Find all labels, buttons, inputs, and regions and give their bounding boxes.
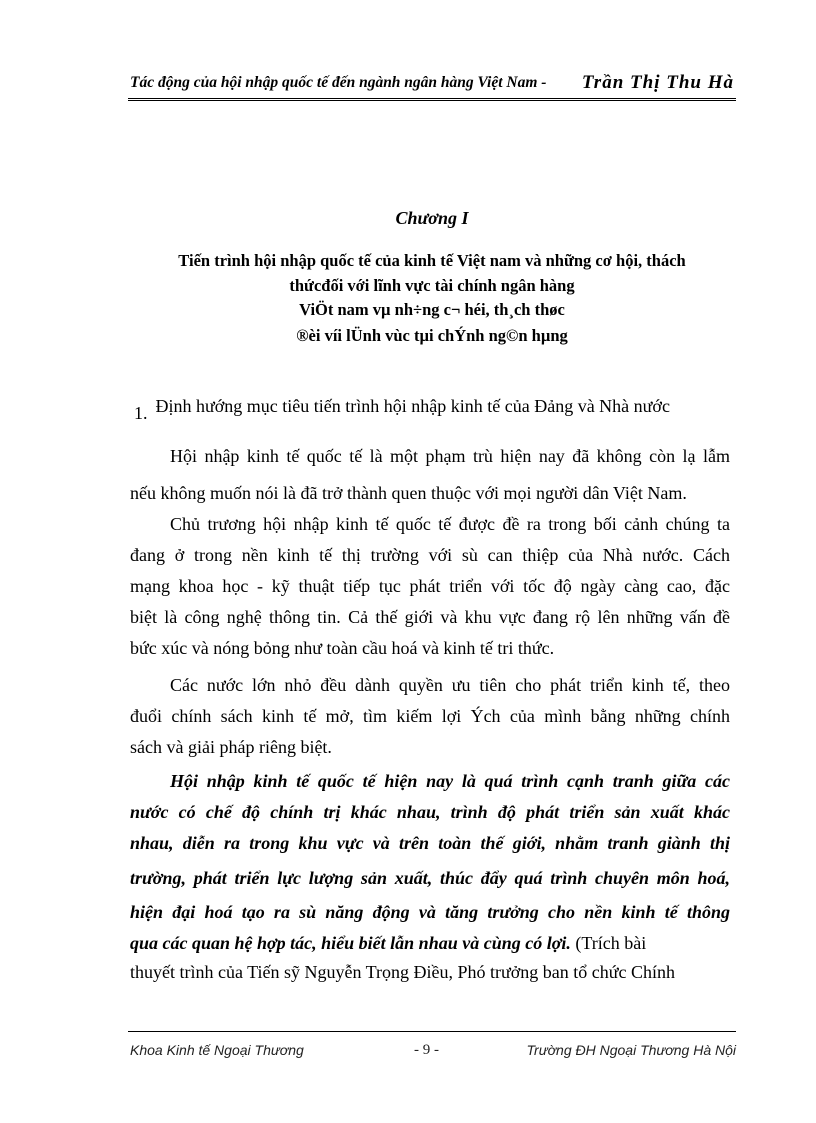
paragraph-line: Chủ trương hội nhập kinh tế quốc tế được đề ra trong bối cảnh chúng ta (170, 514, 730, 534)
quote-line: hiện đại hoá tạo ra sù năng động và tăng trưởng cho nền kinh tế thông (130, 902, 730, 922)
footer-university: Trường ĐH Ngoại Thương Hà Nội (526, 1042, 736, 1058)
paragraph-line: thuyết trình của Tiến sỹ Nguyễn Trọng Điều, Phó trưởng ban tổ chức Chính (130, 962, 676, 982)
paragraph-line: mạng khoa học - kỹ thuật tiếp tục phát triển với tốc độ ngày càng cao, đặc (130, 576, 730, 596)
paragraph-line: bức xúc và nóng bỏng như toàn cầu hoá và kinh tế tri thức. (130, 638, 555, 658)
quote-line: nhau, diễn ra trong khu vực và trên toàn thế giới, nhằm tranh giành thị (130, 833, 730, 853)
paragraph-line: nếu không muốn nói là đã trở thành quen thuộc với mọi người dân Việt Nam. (130, 483, 687, 503)
paragraph-line: Hội nhập kinh tế quốc tế là một phạm trù hiện nay đã không còn lạ lẫm (170, 446, 730, 466)
section-title: Định hướng mục tiêu tiến trình hội nhập kinh tế của Đảng và Nhà nước (155, 396, 670, 416)
quote-line-end: qua các quan hệ hợp tác, hiểu biết lẫn nhau và cùng có lợi. (130, 933, 571, 953)
paragraph-line: đang ở trong nền kinh tế thị trường với sù can thiệp của Nhà nước. Cách (130, 545, 730, 565)
paragraph-line: đuổi chính sách kinh tế mở, tìm kiếm lợi Ých của mình bằng những chính (130, 706, 730, 726)
chapter-title-line-3: ViÖt nam vµ nh÷ng c¬ héi, th¸ch thøc (299, 300, 565, 319)
footer-faculty: Khoa Kinh tế Ngoại Thương (130, 1042, 304, 1058)
section-number: 1. (134, 403, 148, 423)
quote-line: nước có chế độ chính trị khác nhau, trình độ phát triển sản xuất khác (130, 802, 730, 822)
paragraph-line: biệt là công nghệ thông tin. Cả thế giới và khu vực đang rộ lên những vấn đề (130, 607, 730, 627)
running-footer (128, 1031, 736, 1062)
chapter-title-line-4: ®èi víi lÜnh vùc tµi chÝnh ng©n hµng (296, 326, 568, 345)
chapter-title-line-2: thứcđối với lĩnh vực tài chính ngân hàng (289, 276, 575, 295)
citation-start: (Trích bài (570, 933, 647, 953)
chapter-heading: Chương I (395, 208, 469, 228)
running-header (128, 72, 736, 101)
section-heading (134, 396, 670, 423)
quote-line: Hội nhập kinh tế quốc tế hiện nay là quá trình cạnh tranh giữa các (170, 771, 730, 791)
chapter-title-line-1: Tiến trình hội nhập quốc tế của kinh tế Việt nam và những cơ hội, thách (178, 251, 686, 270)
page-number: - 9 - (414, 1042, 439, 1058)
paragraph-line: sách và giải pháp riêng biệt. (130, 737, 332, 757)
quote-line-mixed (130, 931, 730, 955)
header-document-title: Tác động của hội nhập quốc tế đến ngành ngân hàng Việt Nam - (130, 74, 547, 91)
paragraph-line: Các nước lớn nhỏ đều dành quyền ưu tiên cho phát triển kinh tế, theo (170, 675, 730, 695)
quote-line: trường, phát triển lực lượng sản xuất, thúc đẩy quá trình chuyên môn hoá, (130, 868, 730, 888)
header-author: Trần Thị Thu Hà (581, 72, 734, 93)
